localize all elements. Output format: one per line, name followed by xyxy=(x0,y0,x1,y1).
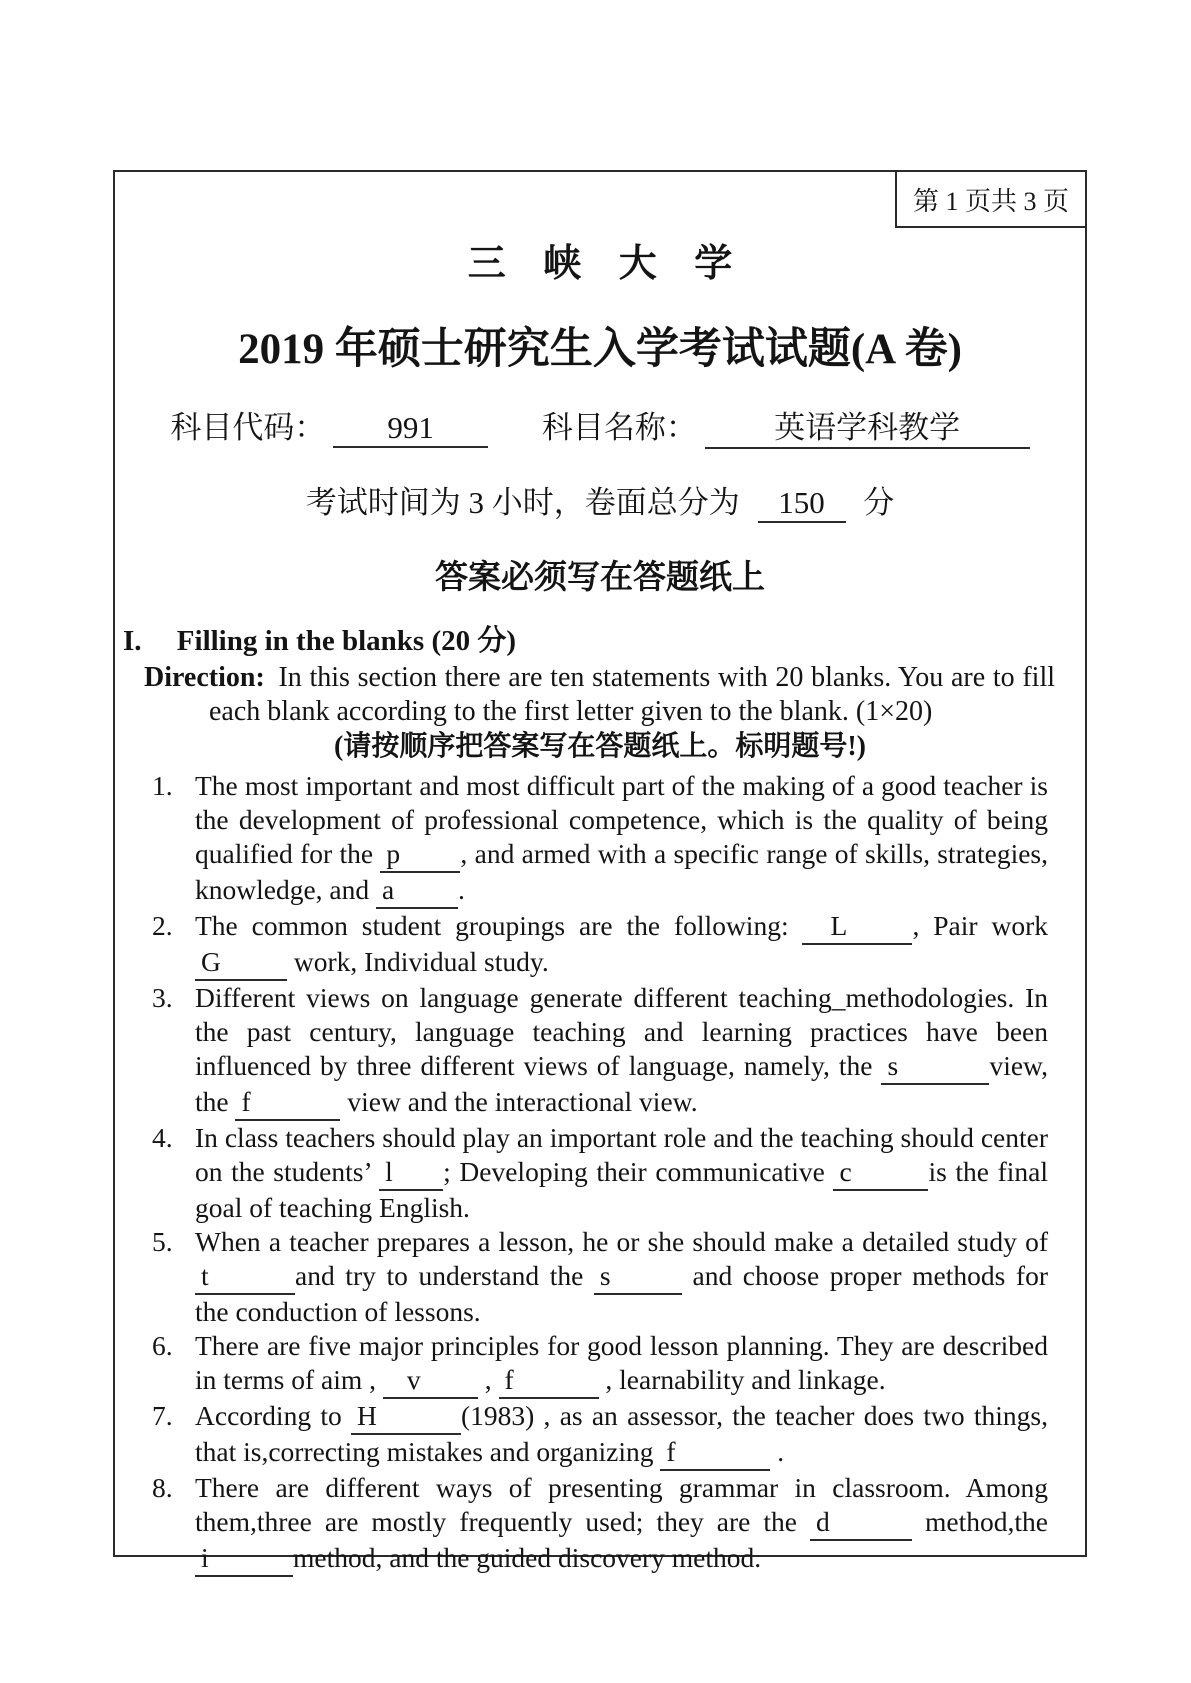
exam-item: 1. The most important and most difficult part of the making of a good teacher is the development of professional competence, which is the quality of being qualified for the p , and armed with a specific range of skills, strategies, knowledge, and a . xyxy=(115,769,1085,909)
exam-item: 2. The common student groupings are the following: L , Pair work G work, Individual study. xyxy=(115,909,1085,981)
fill-blank: p xyxy=(380,837,460,873)
page-number-box xyxy=(895,170,1087,228)
fill-blank: H xyxy=(351,1399,461,1435)
fill-blank: a xyxy=(376,873,458,909)
page-number-text: 第 1 页共 3 页 xyxy=(912,186,1069,216)
duration-suffix: 分 xyxy=(863,485,895,520)
fill-blank: v xyxy=(383,1363,478,1399)
university-title: 三 峡 大 学 xyxy=(467,243,747,285)
fill-blank: s xyxy=(594,1259,682,1295)
exam-paper-frame xyxy=(113,170,1087,1573)
subject-code-label: 科目代码： xyxy=(170,410,326,445)
direction-text: In this section there are ten statements with 20 blanks. You are to fill each blank according to the first letter given to the blank. (1×20) xyxy=(209,662,1056,727)
fill-blank: i xyxy=(195,1541,293,1577)
fill-blank: f xyxy=(499,1363,599,1399)
exam-item: 8. There are different ways of presenting grammar in classroom. Among them,three are mostly frequently used; they are the d method,the i method, and the guided discovery method. xyxy=(115,1471,1085,1577)
exam-title: 2019 年硕士研究生入学考试试题(A 卷) xyxy=(238,326,962,373)
item-number: 7. xyxy=(152,1400,173,1431)
exam-item: 4. In class teachers should play an important role and the teaching should center on the students’ l ; Developing their communicative c is the final goal of teaching English. xyxy=(152,1122,1048,1223)
direction-label: Direction: xyxy=(144,662,265,693)
duration-line xyxy=(115,477,1085,523)
item-number: 2. xyxy=(152,910,173,941)
item-number: 8. xyxy=(152,1472,173,1503)
section-numeral: I. xyxy=(123,625,142,657)
fill-blank: s xyxy=(881,1049,989,1085)
fill-blank: f xyxy=(235,1085,340,1121)
subject-name-label: 科目名称： xyxy=(541,410,697,445)
section-title: Filling in the blanks (20 分) xyxy=(176,625,517,657)
fill-blank: d xyxy=(810,1505,912,1541)
exam-item: 5. When a teacher prepares a lesson, he or she should make a detailed study of t and try to understand the s and choose proper methods for the conduction of lessons. xyxy=(152,1226,1048,1327)
answer-notice: 答案必须写在答题纸上 xyxy=(435,560,765,596)
fill-blank: c xyxy=(833,1155,928,1191)
exam-item: 3. Different views on language generate different teaching_methodologies. In the past century, language teaching and learning practices have been influenced by three different views of language, namely, the s view, the f view and the interactional view. xyxy=(115,981,1085,1121)
chinese-note: (请按顺序把答案写在答题纸上。标明题号!) xyxy=(334,731,866,762)
fill-blank: l xyxy=(379,1155,443,1191)
fill-blank: t xyxy=(195,1259,295,1295)
total-score-value: 150 xyxy=(758,485,846,523)
item-number: 5. xyxy=(152,1226,173,1257)
fill-blank: L xyxy=(802,909,912,945)
item-number: 4. xyxy=(152,1122,173,1153)
subject-line xyxy=(115,402,1085,449)
fill-blank: f xyxy=(660,1435,770,1471)
item-number: 1. xyxy=(152,770,173,801)
subject-code-value: 991 xyxy=(333,410,488,448)
item-number: 6. xyxy=(152,1330,173,1361)
subject-name-value: 英语学科教学 xyxy=(705,402,1030,449)
exam-item: 6. There are five major principles for good lesson planning. They are described in terms of aim , v , f , learnability and linkage. xyxy=(115,1329,1085,1399)
section-heading xyxy=(123,618,1085,659)
duration-prefix: 考试时间为 3 小时，卷面总分为 xyxy=(305,485,740,520)
item-number: 3. xyxy=(152,982,173,1013)
fill-blank: G xyxy=(195,945,287,981)
direction-paragraph xyxy=(115,661,1085,729)
items-list xyxy=(115,769,1085,1577)
exam-item: 7. According to H (1983) , as an assessor, the teacher does two things, that is,correcting mistakes and organizing f . xyxy=(115,1399,1085,1471)
